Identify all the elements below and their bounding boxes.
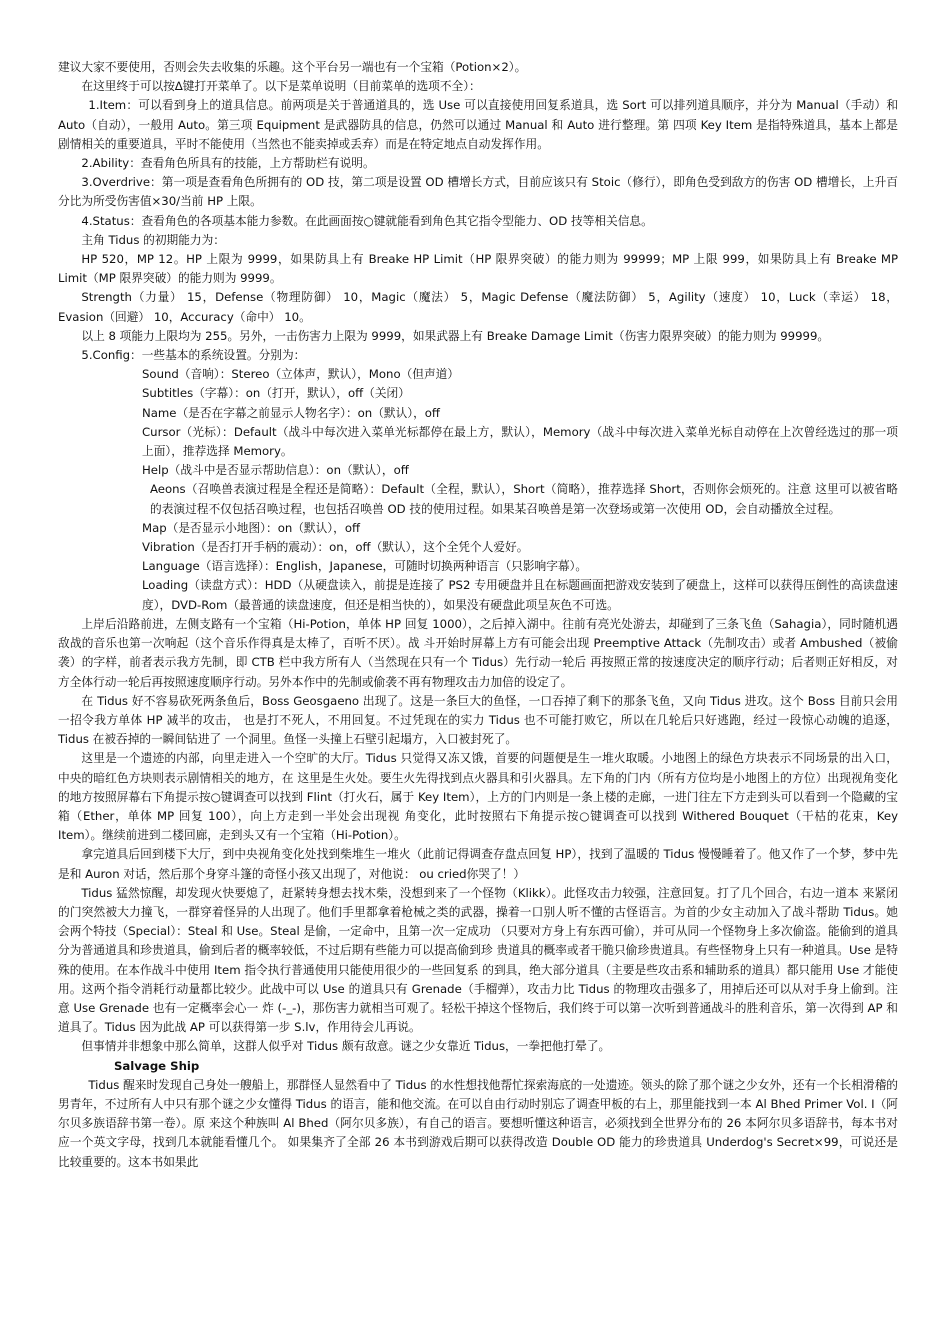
paragraph: Cursor（光标）：Default（战斗中每次进入菜单光标都停在最上方，默认），Memory（战斗中每次进入菜单光标自动停在上次曾经选过的那一项上面），推荐选择 Memory。 [142, 424, 898, 459]
paragraph: 建议大家不要使用，否则会失去收集的乐趣。这个平台另一端也有一个宝箱（Potion×2）。 [58, 60, 527, 74]
paragraph: Tidus 猛然惊醒，却发现火快要熄了，赶紧转身想去找木柴，没想到来了一个怪物（Klikk）。此怪攻击力较强，注意回复。打了几个回合，右边一道本 来紧闭的门突然被大力撞飞，一群穿着怪异的人出现了。他们手里都拿着枪械之类的武器，操着一口别人听不懂的古怪语言。为首的少女主动加入了战斗帮助 Tidus。她会两个特技（Special）：Steal 和 Use。Steal 是偷，一定命中，且第一次一定成功 （只要对方身上有东西可偷），并可从同一个怪物身上多次偷盗。能偷到的道具分为普通道具和珍贵道具，偷到后者的概率较低，不过后期有些能力可以提高偷到珍 贵道具的概率或者干脆只偷珍贵道具。有些怪物身上只有一种道具。Use 是特殊的使用。在本作战斗中使用 Item 指令执行普通使用只能使用很少的一些回复系 的到具，绝大部分道具（主要是些攻击系和辅助系的道具）都只能用 Use 才能使用。这两个指令消耗行动量都比较少。此战中可以 Use 的道具只有 Grenade（手榴弹），攻击力比 Tidus 的物理攻击强多了，用掉后还可以从对手身上偷到。注意 Use Grenade 也有一定概率会心一 炸 (-_-)，那伤害力就相当可观了。轻松干掉这个怪物后，我们终于可以第一次听到普通战斗的胜利音乐，第一次得到 AP 和道具了。Tidus 因为此战 AP 可以获得第一步 S.lv，作用待会儿再说。 [58, 885, 898, 1035]
paragraph: 3.Overdrive：第一项是查看角色所拥有的 OD 技，第二项是设置 OD 槽增长方式，目前应该只有 Stoic（修行），即角色受到敌方的伤害 OD 槽增长，上升百分比为所受伤害值×30/当前 HP 上限。 [58, 175, 898, 209]
paragraph: Name（是否在字幕之前显示人物名字）：on（默认），off [142, 405, 440, 420]
paragraph: 1.Item：可以看到身上的道具信息。前两项是关于普通道具的，选 Use 可以直接使用回复系道具，选 Sort 可以排列道具顺序，并分为 Manual（手动）和 Auto（自动），一般用 Auto。第三项 Equipment 是武器防具的信息，仍然可以通过 Manual 和 Auto 进行整理。第 四项 Key Item 是指特殊道具，基本上都是剧情相关的重要道具，平时不能使用（当然也不能卖掉或丢弃）而是在特定地点自动发挥作用。 [58, 98, 898, 151]
paragraph: 5.Config：一些基本的系统设置。分别为： [81, 348, 306, 363]
paragraph: 2.Ability：查看角色所具有的技能，上方帮助栏有说明。 [81, 156, 375, 171]
paragraph: 在 Tidus 好不容易砍死两条鱼后，Boss Geosgaeno 出现了。这是一条巨大的鱼怪，一口吞掉了剩下的那条飞鱼，又向 Tidus 进攻。这个 Boss 目前只会用一招令我方单体 HP 减半的攻击， 也是打不死人，不用回复。不过凭现在的实力 Tidus 也不可能打败它，所以在几轮后只好逃跑，经过一段惊心动魄的追逐，Tidus 在被吞掉的一瞬间钻进了 一个洞里。鱼怪一头撞上石壁引起塌方，入口被封死了。 [58, 693, 898, 747]
paragraph: Strength（力量） 15，Defense（物理防御） 10，Magic（魔法） 5，Magic Defense（魔法防御） 5，Agility（速度） 10，Luck（幸运） 18，Evasion（回避） 10，Accuracy（命中） 10。 [58, 290, 898, 324]
paragraph: Aeons（召唤兽表演过程是全程还是简略）：Default（全程，默认），Short（简略），推荐选择 Short，否则你会烦死的。注意 这里可以被省略的表演过程不仅包括召唤过程，也包括召唤兽 OD 技的使用过程。如果某召唤兽是第一次登场或第一次使用 OD，会自动播放全过程。 [150, 482, 898, 516]
paragraph: 以上 8 项能力上限均为 255。另外，一击伤害力上限为 9999，如果武器上有 Breake Damage Limit（伤害力限界突破）的能力则为 99999。 [81, 328, 830, 343]
paragraph: 4.Status：查看角色的各项基本能力参数。在此画面按○键就能看到角色其它指令型能力、OD 技等相关信息。 [81, 213, 653, 228]
paragraph: 在这里终于可以按∆键打开菜单了。以下是菜单说明（目前菜单的选项不全）： [81, 79, 481, 94]
paragraph: Sound（音响）：Stereo（立体声，默认），Mono（但声道） [142, 367, 460, 382]
paragraph: Map（是否显示小地图）：on（默认），off [142, 520, 361, 535]
paragraph: 但事情并非想象中那么简单，这群人似乎对 Tidus 颇有敌意。谜之少女靠近 Tidus，一拳把他打晕了。 [81, 1039, 611, 1054]
paragraph: Help（战斗中是否显示帮助信息）：on（默认），off [142, 463, 409, 478]
paragraph: 拿完道具后回到楼下大厅，到中央视角变化处找到柴堆生一堆火（此前记得调查存盘点回复 HP），找到了温暖的 Tidus 慢慢睡着了。他又作了一个梦，梦中先是和 Auron 对话，然后那个身穿斗篷的奇怪小孩又出现了，对他说： ou cried你哭了！） [58, 847, 898, 881]
paragraph: 主角 Tidus 的初期能力为： [81, 232, 225, 247]
section-heading: Salvage Ship [114, 1058, 200, 1073]
paragraph: 这里是一个遗迹的内部，向里走进入一个空旷的大厅。Tidus 只觉得又冻又饿，首要的问题便是生一堆火取暖。小地图上的绿色方块表示不同场景的出入口，中央的暗红色方块则表示剧情相关的地方，在 这里是生火处。要生火先得找到点火器具和引火器具。左下角的门内（所有方位均是小地图上的方位）出现视角变化的地方按照屏幕右下角提示按○键调查可以找到 Flint（打火石，属于 Key Item），上方的门内则是一条上楼的走廊，一进门往左下方走到头可以看到一个隐藏的宝箱（Ether，单体 MP 回复 100），向上方走到一半处会出现视 角变化，此时按照右下角提示按○键调查可以找到 Withered Bouquet（干枯的花束，Key Item）。继续前进到二楼回廊，走到头又有一个宝箱（Hi-Potion）。 [58, 751, 898, 843]
paragraph: Subtitles（字幕）：on（打开，默认），off（关闭） [142, 386, 410, 401]
paragraph: Vibration（是否打开手柄的震动）：on，off（默认），这个全凭个人爱好。 [142, 540, 529, 555]
paragraph: 上岸后沿路前进，左侧支路有一个宝箱（Hi-Potion，单体 HP 回复 1000），之后掉入湖中。往前有亮光处游去，却碰到了三条飞鱼（Sahagia），同时随机遇敌战的音乐也第一次响起（这个音乐作得真是太棒了，百听不厌）。战 斗开始时屏幕上方有可能会出现 Preemptive Attack（先制攻击）或者 Ambushed（被偷袭）的字样，前者表示我方先制，即 CTB 栏中我方所有人（当然现在只有一个 Tidus）先行动一轮后 再按照正常的按速度决定的顺序行动；后者则正好相反，对方全体行动一轮后再按照速度顺序行动。另外本作中的先制或偷袭不再有物理攻击力加倍的设定了。 [58, 616, 898, 689]
paragraph: HP 520，MP 12。HP 上限为 9999，如果防具上有 Breake HP Limit（HP 限界突破）的能力则为 99999；MP 上限 999，如果防具上有 Breake MP Limit（MP 限界突破）的能力则为 9999。 [58, 252, 898, 286]
paragraph: Language（语言选择）：English，Japanese，可随时切换两种语言（只影响字幕）。 [142, 559, 588, 574]
paragraph: Loading（读盘方式）：HDD（从硬盘读入，前提是连接了 PS2 专用硬盘并且在标题画面把游戏安装到了硬盘上，这样可以获得压倒性的高读盘速度），DVD-Rom（最普通的读盘速度，但还是相当快的），如果没有硬盘此项呈灰色不可选。 [142, 578, 898, 612]
paragraph: Tidus 醒来时发现自己身处一艘船上，那群怪人显然看中了 Tidus 的水性想找他帮忙探索海底的一处遗迹。领头的除了那个谜之少女外，还有一个长相滑稽的男青年，不过所有人中只有那个谜之少女懂得 Tidus 的语言，能和他交流。在可以自由行动时别忘了调查甲板的右上，那里能找到一本 Al Bhed Primer Vol. Ⅰ（阿尔贝多族语辞书第一卷）。原 来这个种族叫 Al Bhed（阿尔贝多族），有自己的语言。要想听懂这种语言，必须找到全世界分布的 26 本阿尔贝多语辞书，每本书对应一个英文字母，找到几本就能看懂几个。 如果集齐了全部 26 本书到游戏后期可以获得改造 Double OD 能力的珍贵道具 Underdog's Secret×99，可说还是比较重要的。这本书如果此 [58, 1077, 898, 1169]
